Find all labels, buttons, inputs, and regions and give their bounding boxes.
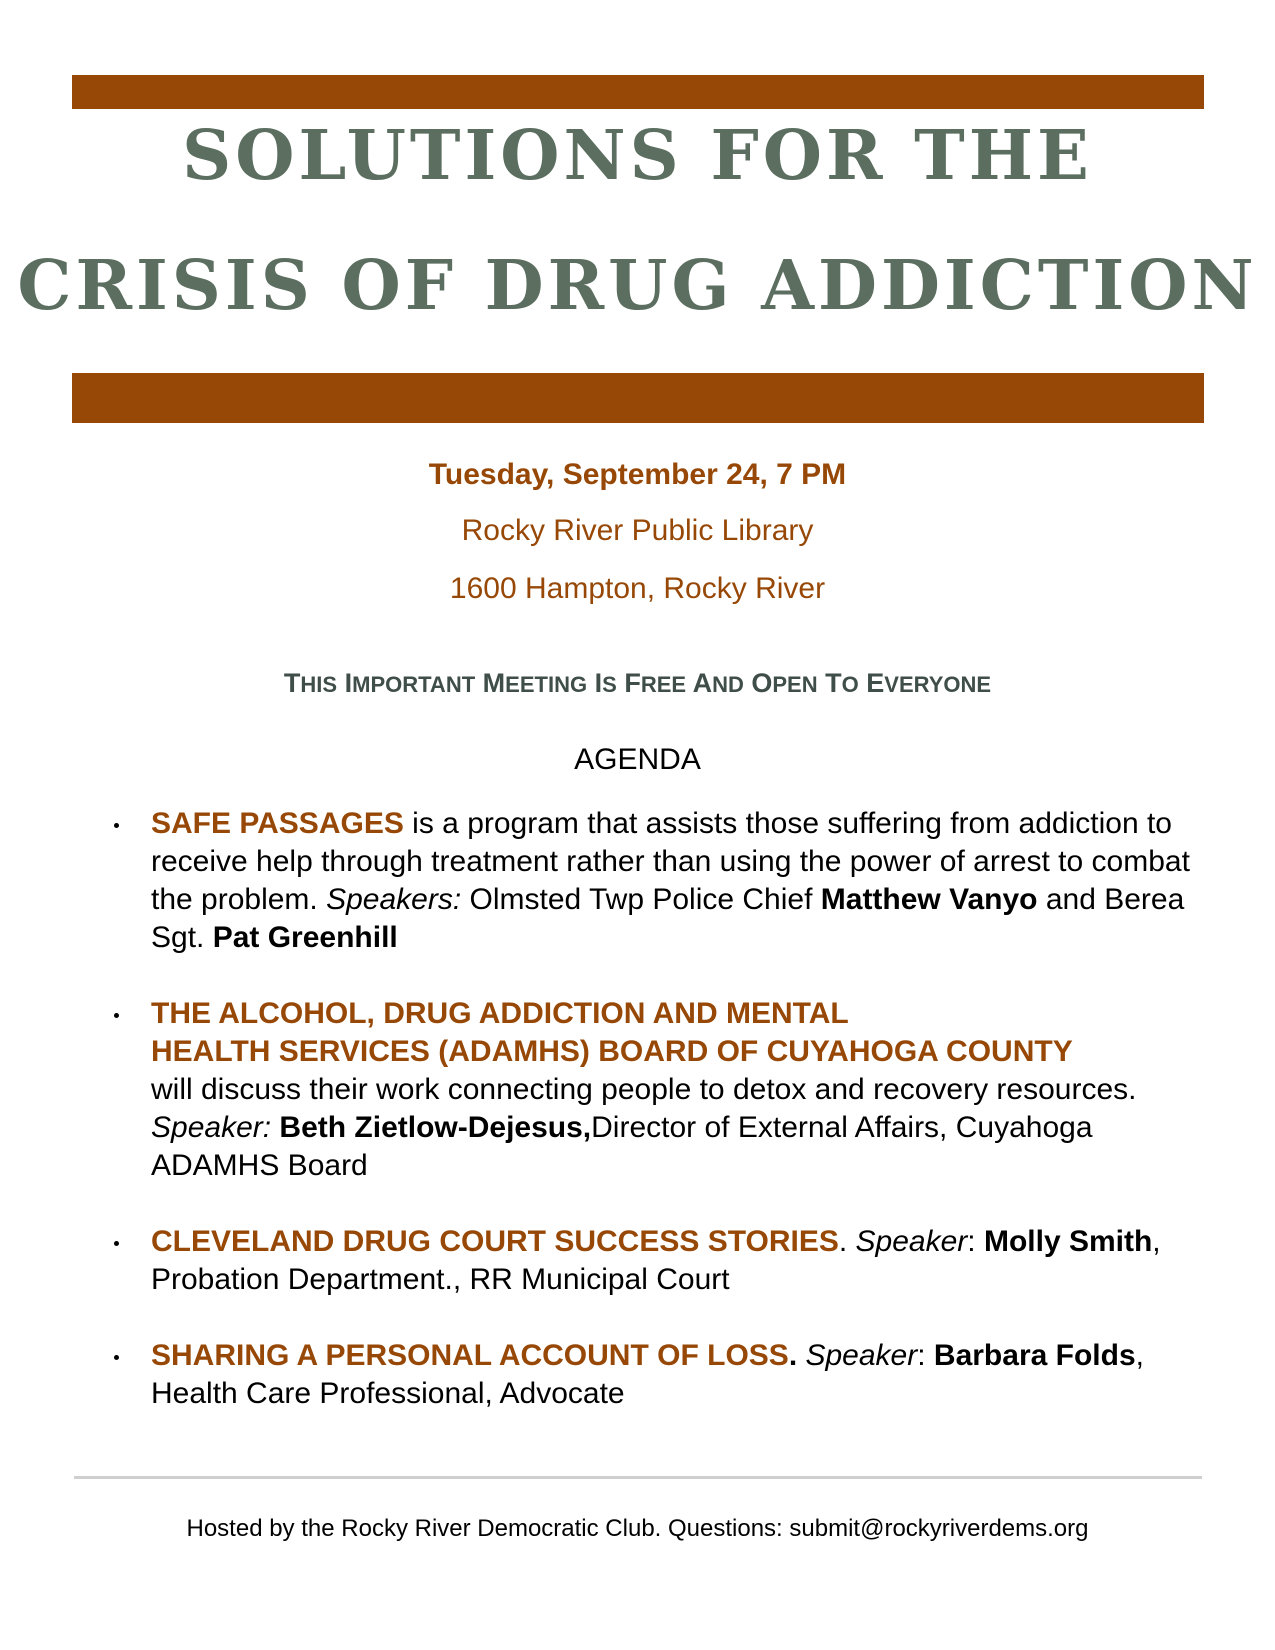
title-line-2: CRISIS OF DRUG ADDICTION — [17, 246, 1258, 326]
agenda-list — [108, 805, 1208, 1413]
agenda-item-drug-court: CLEVELAND DRUG COURT SUCCESS STORIES. Speaker: Molly Smith, Probation Department., RR Municipal Court — [108, 1223, 1208, 1299]
speaker-label: Speaker: — [151, 1111, 272, 1144]
title-line-1: SOLUTIONS FOR THE — [182, 116, 1093, 196]
speaker-label: Speaker — [855, 1225, 968, 1258]
agenda-item-title: SHARING A PERSONAL ACCOUNT OF LOSS — [151, 1339, 789, 1372]
speaker-name: Beth Zietlow-Dejesus, — [279, 1111, 592, 1144]
speaker-name: Pat Greenhill — [212, 921, 398, 954]
speaker-name: Barbara Folds — [933, 1339, 1136, 1372]
speaker-label: Speakers: — [326, 883, 462, 916]
event-venue: Rocky River Public Library — [461, 514, 814, 547]
bottom-accent-bar — [72, 373, 1204, 423]
agenda-item-title: THE ALCOHOL, DRUG ADDICTION AND MENTAL HEALTH SERVICES (ADAMHS) BOARD OF CUYAHOGA COUNTY — [151, 997, 1073, 1068]
bullet-icon — [114, 1013, 119, 1018]
top-accent-bar — [72, 75, 1204, 109]
agenda-item-adamhs-board: THE ALCOHOL, DRUG ADDICTION AND MENTAL HEALTH SERVICES (ADAMHS) BOARD OF CUYAHOGA COUNTY will discuss their work connecting people to detox and recovery resources. Speaker: Beth Zietlow-Dejesus,Director of External Affairs, Cuyahoga ADAMHS Board — [108, 995, 1208, 1185]
free-meeting-notice: THIS IMPORTANT MEETING IS FREE AND OPEN TO EVERYONE — [283, 668, 992, 698]
agenda-heading: AGENDA — [574, 743, 701, 776]
speaker-name: Matthew Vanyo — [820, 883, 1038, 916]
event-address: 1600 Hampton, Rocky River — [449, 572, 826, 605]
footer-divider — [74, 1476, 1202, 1479]
agenda-item-title: CLEVELAND DRUG COURT SUCCESS STORIES — [151, 1225, 839, 1258]
speaker-name: Molly Smith — [983, 1225, 1153, 1258]
footer-text: Hosted by the Rocky River Democratic Club. Questions: submit@rockyriverdems.org — [186, 1515, 1089, 1542]
speaker-label: Speaker — [805, 1339, 918, 1372]
agenda-item-title: SAFE PASSAGES — [151, 807, 404, 840]
agenda-item-personal-account: SHARING A PERSONAL ACCOUNT OF LOSS. Speaker: Barbara Folds, Health Care Professional, Advocate — [108, 1337, 1208, 1413]
bullet-icon — [114, 1241, 119, 1246]
agenda-item-safe-passages: SAFE PASSAGES is a program that assists those suffering from addiction to receive help through treatment rather than using the power of arrest to combat the problem. Speakers: Olmsted Twp Police Chief Matthew Vanyo and Berea Sgt. Pat Greenhill — [108, 805, 1208, 957]
event-date: Tuesday, September 24, 7 PM — [428, 458, 847, 491]
bullet-icon — [114, 1355, 119, 1360]
bullet-icon — [114, 823, 119, 828]
